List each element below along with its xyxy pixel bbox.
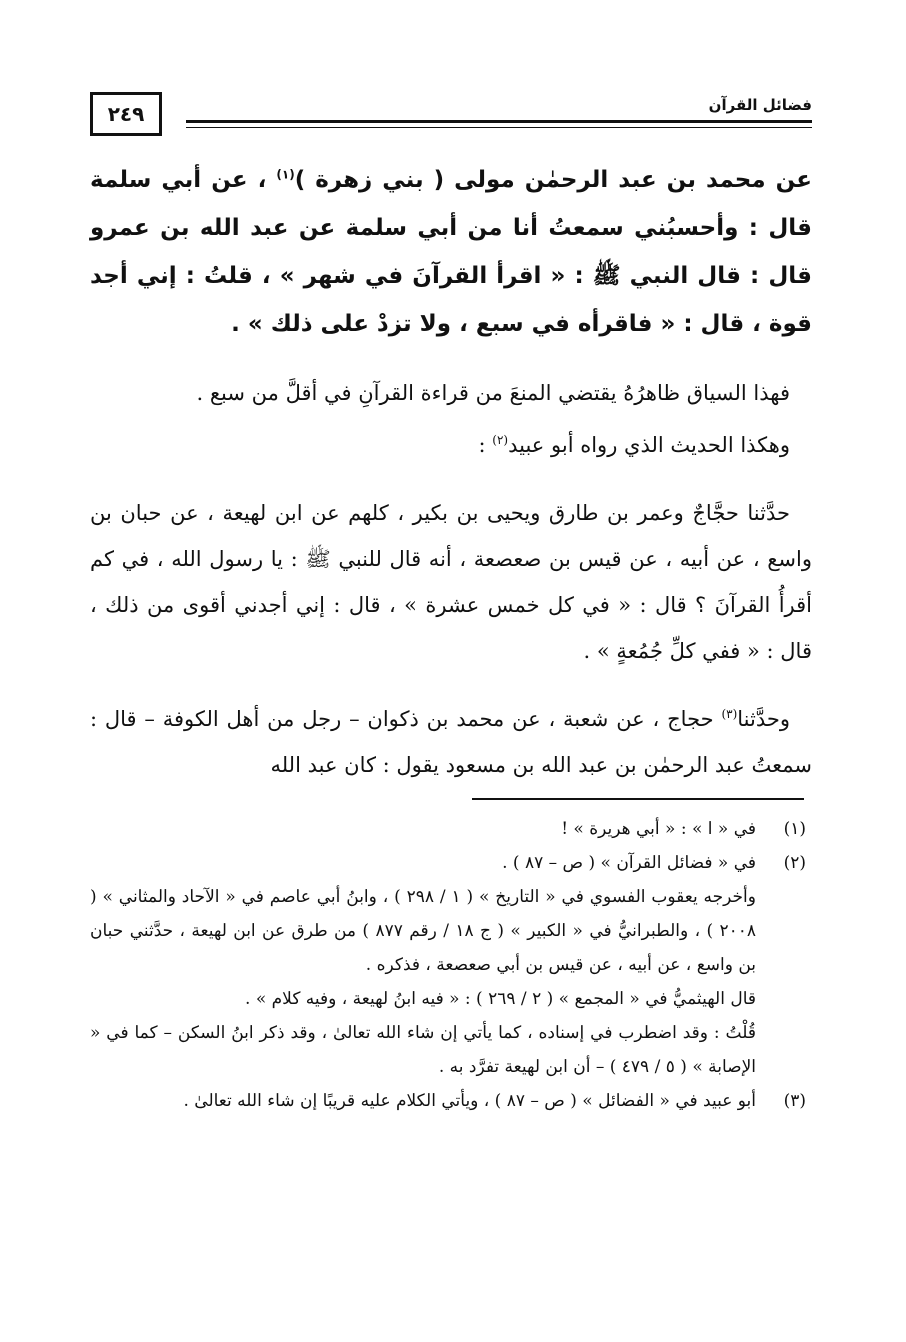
footnote-ref-2: (٢)	[492, 433, 509, 447]
footnote-text: في « ا » : « أبي هريرة » !	[561, 819, 756, 839]
commentary-paragraph: فهذا السياق ظاهرُهُ يقتضي المنعَ من قراءة القرآنِ في أقلَّ من سبع .	[196, 381, 790, 405]
hadith-paragraph-3: وحدَّثنا$^{(٣)}$ حجاج ، عن شعبة ، عن محمد بن ذكوان – رجل من أهل الكوفة – قال : سمعتُ عبد الرحمٰن بن عبد الله بن مسعود يقول : كان عبد الله	[90, 707, 812, 777]
page-header	[90, 92, 812, 142]
hadith-paragraph-1: عن محمد بن عبد الرحمٰن مولى ( بني زهرة )$^{(١)}$ ، عن أبي سلمة قال : وأحسبُني سمعتُ أنا من أبي سلمة عن عبد الله بن عمرو قال : قال النبي ﷺ : « اقرأ القرآنَ في شهر » ، قلتُ : إني أجد قوة ، قال : « فاقرأه في سبع ، ولا تزدْ على ذلك » .	[90, 167, 812, 337]
running-title: فضائل القرآن	[708, 96, 812, 114]
footnotes	[90, 812, 812, 1118]
footnote-text: قال الهيثميُّ في « المجمع » ( ٢ / ٢٦٩ ) : « فيه ابنُ لهيعة ، وفيه كلام » .	[245, 989, 756, 1009]
header-rule-thin	[186, 127, 812, 128]
footnote-ref-1: (١)	[276, 167, 295, 182]
header-rule-thick	[186, 120, 812, 123]
narration-intro: وهكذا الحديث الذي رواه أبو عبيد$^{(٢)}$ :	[478, 433, 790, 457]
footnote-1	[90, 812, 812, 846]
page-number: ٢٤٩	[107, 102, 145, 126]
footnote-number: (٢)	[783, 853, 806, 873]
footnote-text: قُلْتُ : وقد اضطرب في إسناده ، كما يأتي إن شاء الله تعالىٰ ، وقد ذكر ابنُ السكن – كما في « الإصابة » ( ٥ / ٤٧٩ ) – أن ابن لهيعة تفرَّد به .	[90, 1023, 756, 1077]
page-number-box	[90, 92, 162, 136]
footnote-2	[90, 846, 812, 1084]
footnote-text: في « فضائل القرآن » ( ص – ٨٧ ) .	[502, 853, 756, 873]
hadith-paragraph-2: حدَّثنا حجَّاجٌ وعمر بن طارق ويحيى بن بكير ، كلهم عن ابن لهيعة ، عن حبان بن واسع ، عن أبيه ، عن قيس بن صعصعة ، أنه قال للنبي ﷺ : يا رسول الله ، في كم أقرأُ القرآنَ ؟ قال : « في كل خمس عشرة » ، قال : إني أجدني أقوى من ذلك ، قال : « ففي كلِّ جُمُعةٍ » .	[90, 501, 812, 663]
footnote-separator	[472, 798, 804, 800]
main-text	[90, 156, 812, 810]
footnote-3	[90, 1084, 812, 1118]
footnote-ref-3: (٣)	[721, 707, 738, 721]
footnote-text: أبو عبيد في « الفضائل » ( ص – ٨٧ ) ، ويأتي الكلام عليه قريبًا إن شاء الله تعالىٰ .	[183, 1091, 756, 1111]
footnote-text: وأخرجه يعقوب الفسوي في « التاريخ » ( ١ / ٢٩٨ ) ، وابنُ أبي عاصم في « الآحاد والمثاني » ( ٢٠٠٨ ) ، والطبرانيُّ في « الكبير » ( ج ١٨ / رقم ٨٧٧ ) من طرق عن ابن لهيعة ، حدَّثني حبان بن واسع ، عن أبيه ، عن قيس بن أبي صعصعة ، فذكره .	[90, 887, 757, 975]
footnote-number: (٣)	[783, 1091, 806, 1111]
footnote-number: (١)	[783, 819, 806, 839]
